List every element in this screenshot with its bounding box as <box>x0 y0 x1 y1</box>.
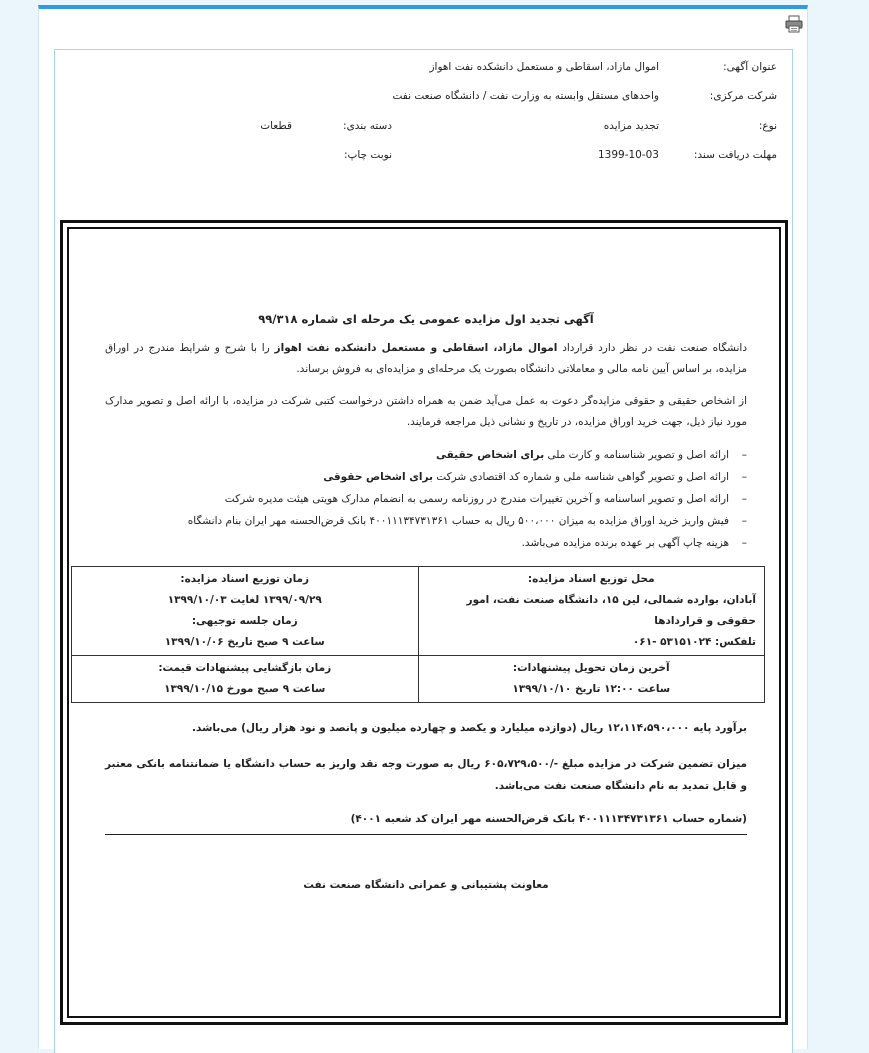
type-value: تجدید مزایده <box>603 120 659 132</box>
intro-paragraph: دانشگاه صنعت نفت در نظر دارد قرارداد اموال مازاد، اسقاطی و مستعمل دانشکده نفت اهواز را با شرح و شرایط مندرج در اوراق مزایده، بر اساس آیین نامه مالی و معاملاتی دانشگاه بصورت یک مرحله‌ای و مزایده‌ای به فروش برساند. <box>105 342 747 375</box>
company-value: واحدهای مستقل وابسته به وزارت نفت / دانشگاه صنعت نفت <box>392 90 659 102</box>
notice-content <box>105 309 756 896</box>
title-label: عنوان آگهی: <box>723 61 777 73</box>
print-turn-label: نوبت چاپ: <box>343 149 392 161</box>
requirement-item: – ارائه اصل و تصویر شناسنامه و کارت ملی برای اشخاص حقیقی <box>105 444 729 466</box>
category-label: دسته بندی: <box>343 120 392 132</box>
account-number: (شماره حساب ۴۰۰۱۱۱۳۴۷۳۱۳۶۱ بانک قرض‌الحسنه مهر ایران کد شعبه ۴۰۰۱) <box>105 809 747 835</box>
notice-title: آگهی تجدید اول مزایده عمومی یک مرحله ای شماره ۹۹/۳۱۸ <box>258 312 594 326</box>
guarantee-amount: میزان تضمین شرکت در مزایده مبلغ -/۶۰۵،۷۲۹،۵۰۰ ریال به صورت وجه نقد واریز به حساب دانشگاه یا ضمانتنامه بانکی معتبر و قابل تمدید به نام دانشگاه صنعت نفت می‌باشد. <box>105 758 747 792</box>
asset-name: اموال مازاد، اسقاطی و مستعمل دانشکده نفت اهواز <box>274 342 558 354</box>
schedule-table <box>71 566 765 703</box>
invitation-paragraph: از اشخاص حقیقی و حقوقی مزایده‌گر دعوت به عمل می‌آید ضمن به همراه داشتن درخواست کتبی شرکت در مزایده، با ارائه اصل و تصویر مدارک مورد نیاز ذیل، جهت خرید اوراق مزایده، در تاریخ و نشانی ذیل مراجعه فرمایند. <box>105 395 747 428</box>
last-submission-cell: آخرین زمان تحویل پیشنهادات: ساعت ۱۲:۰۰ تاریخ ۱۳۹۹/۱۰/۱۰ <box>418 656 765 703</box>
requirement-item: – فیش واریز خرید اوراق مزایده به میزان ۵۰۰،۰۰۰ ریال به حساب ۴۰۰۱۱۱۳۴۷۳۱۳۶۱ بانک قرض‌الحسنه مهر ایران بنام دانشگاه <box>105 510 729 532</box>
print-icon[interactable] <box>785 15 803 33</box>
category-value: قطعات <box>260 120 292 132</box>
base-estimate: برآورد پایه ۱۲،۱۱۴،۵۹۰،۰۰۰ ریال (دوازده میلیارد و یکصد و چهارده میلیون و پانصد و نود هزار ریال) می‌باشد. <box>192 722 747 734</box>
distribution-time-cell: زمان توزیع اسناد مزایده: ۱۳۹۹/۰۹/۲۹ لغایت ۱۳۹۹/۱۰/۰۳ زمان جلسه توجیهی: ساعت ۹ صبح تاریخ ۱۳۹۹/۱۰/۰۶ <box>72 567 419 656</box>
deadline-value: 1399-10-03 <box>597 149 659 161</box>
deadline-label: مهلت دریافت سند: <box>693 149 777 161</box>
main-frame <box>38 5 808 1049</box>
requirement-item: – ارائه اصل و تصویر اساسنامه و آخرین تغییرات مندرج در روزنامه رسمی به انضمام مدارک هویتی هیئت مدیره شرکت <box>105 488 729 510</box>
requirement-item: – ارائه اصل و تصویر گواهی شناسه ملی و شماره کد اقتصادی شرکت برای اشخاص حقوقی <box>105 466 729 488</box>
bid-opening-cell: زمان بازگشایی پیشنهادات قیمت: ساعت ۹ صبح مورخ ۱۳۹۹/۱۰/۱۵ <box>72 656 419 703</box>
type-label: نوع: <box>758 120 777 132</box>
telfax: تلفکس: ۵۳۱۵۱۰۲۴ -۰۶۱ <box>632 636 756 648</box>
distribution-place-cell: محل توزیع اسناد مزایده: آبادان، بوارده شمالی، لین ۱۵، دانشگاه صنعت نفت، امور حقوقی و قراردادها تلفکس: ۵۳۱۵۱۰۲۴ -۰۶۱ <box>418 567 765 656</box>
content-panel <box>54 49 793 1053</box>
signer: معاونت پشتیبانی و عمرانی دانشگاه صنعت نفت <box>303 879 549 891</box>
requirement-item: – هزینه چاپ آگهی بر عهده برنده مزایده می‌باشد. <box>105 532 729 554</box>
notice-document <box>60 220 788 1025</box>
notice-inner-border <box>67 227 781 1018</box>
company-label: شرکت مرکزی: <box>709 90 777 102</box>
title-value: اموال مازاد، اسقاطی و مستعمل دانشکده نفت اهواز <box>429 61 659 73</box>
requirements-list <box>105 444 747 554</box>
